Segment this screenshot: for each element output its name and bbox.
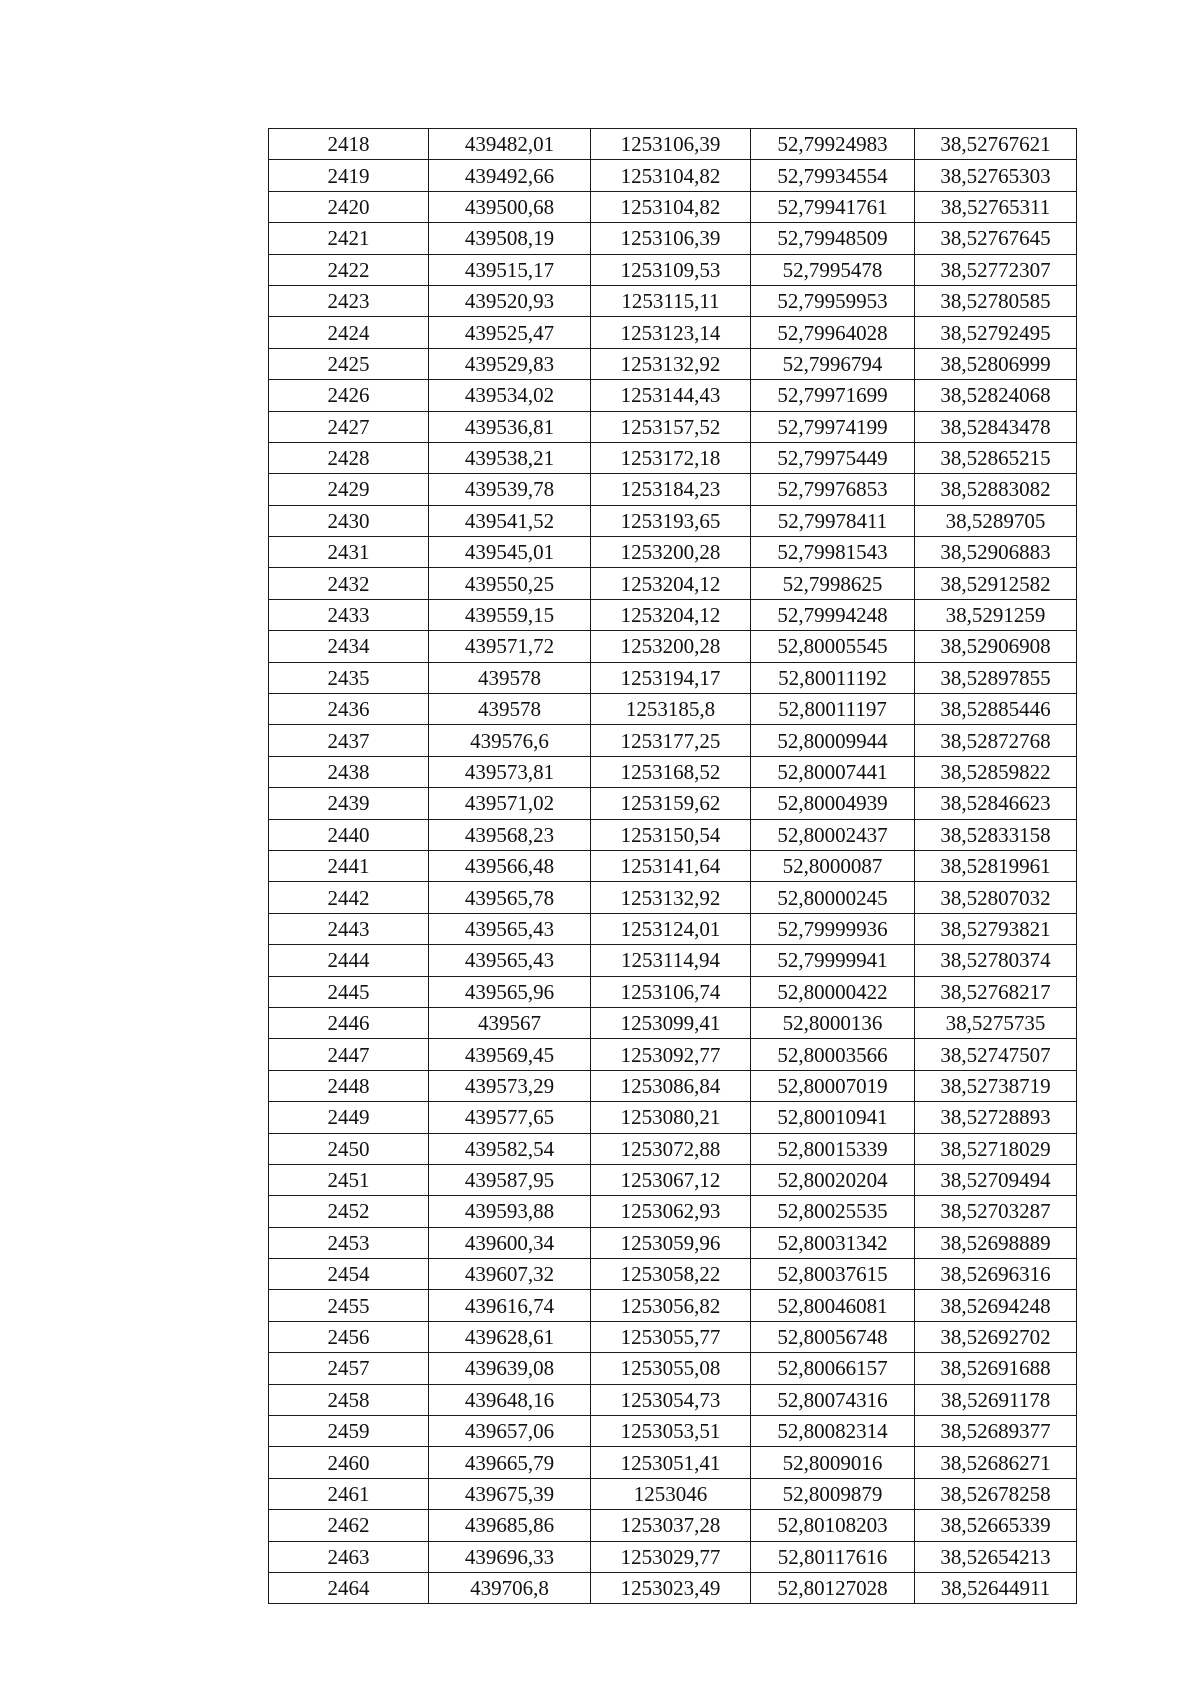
table-row [269,411,1077,442]
x-coordinate-cell: 439538,21 [429,442,591,473]
table-row [269,317,1077,348]
y-coordinate-cell: 1253168,52 [591,756,751,787]
y-coordinate-cell: 1253204,12 [591,568,751,599]
point-number-cell: 2434 [269,631,429,662]
longitude-cell: 38,52678258 [915,1478,1077,1509]
table-row [269,1164,1077,1195]
table-row [269,1572,1077,1603]
x-coordinate-cell: 439571,72 [429,631,591,662]
x-coordinate-cell: 439566,48 [429,850,591,881]
y-coordinate-cell: 1253051,41 [591,1447,751,1478]
y-coordinate-cell: 1253055,08 [591,1353,751,1384]
point-number-cell: 2423 [269,285,429,316]
table-row [269,129,1077,160]
longitude-cell: 38,52698889 [915,1227,1077,1258]
longitude-cell: 38,52689377 [915,1416,1077,1447]
table-row [269,1133,1077,1164]
point-number-cell: 2460 [269,1447,429,1478]
coordinates-table-body [269,129,1077,1604]
latitude-cell: 52,80011192 [751,662,915,693]
y-coordinate-cell: 1253054,73 [591,1384,751,1415]
x-coordinate-cell: 439569,45 [429,1039,591,1070]
latitude-cell: 52,79999941 [751,945,915,976]
x-coordinate-cell: 439576,6 [429,725,591,756]
latitude-cell: 52,80082314 [751,1416,915,1447]
x-coordinate-cell: 439639,08 [429,1353,591,1384]
table-row [269,882,1077,913]
point-number-cell: 2463 [269,1541,429,1572]
latitude-cell: 52,80000422 [751,976,915,1007]
y-coordinate-cell: 1253056,82 [591,1290,751,1321]
longitude-cell: 38,52703287 [915,1196,1077,1227]
latitude-cell: 52,80003566 [751,1039,915,1070]
longitude-cell: 38,52765311 [915,191,1077,222]
latitude-cell: 52,80007019 [751,1070,915,1101]
latitude-cell: 52,80046081 [751,1290,915,1321]
longitude-cell: 38,52691178 [915,1384,1077,1415]
point-number-cell: 2445 [269,976,429,1007]
x-coordinate-cell: 439520,93 [429,285,591,316]
longitude-cell: 38,52819961 [915,850,1077,881]
point-number-cell: 2419 [269,160,429,191]
latitude-cell: 52,79924983 [751,129,915,160]
point-number-cell: 2452 [269,1196,429,1227]
x-coordinate-cell: 439573,29 [429,1070,591,1101]
x-coordinate-cell: 439568,23 [429,819,591,850]
y-coordinate-cell: 1253132,92 [591,882,751,913]
table-row [269,254,1077,285]
latitude-cell: 52,79976853 [751,474,915,505]
longitude-cell: 38,5289705 [915,505,1077,536]
point-number-cell: 2431 [269,537,429,568]
y-coordinate-cell: 1253204,12 [591,599,751,630]
table-row [269,474,1077,505]
longitude-cell: 38,52806999 [915,348,1077,379]
longitude-cell: 38,52843478 [915,411,1077,442]
longitude-cell: 38,52906908 [915,631,1077,662]
x-coordinate-cell: 439545,01 [429,537,591,568]
longitude-cell: 38,5275735 [915,1007,1077,1038]
point-number-cell: 2440 [269,819,429,850]
longitude-cell: 38,52654213 [915,1541,1077,1572]
latitude-cell: 52,8009016 [751,1447,915,1478]
table-row [269,223,1077,254]
longitude-cell: 38,52767645 [915,223,1077,254]
point-number-cell: 2439 [269,788,429,819]
point-number-cell: 2462 [269,1510,429,1541]
x-coordinate-cell: 439529,83 [429,348,591,379]
longitude-cell: 38,52696316 [915,1259,1077,1290]
y-coordinate-cell: 1253099,41 [591,1007,751,1038]
point-number-cell: 2430 [269,505,429,536]
x-coordinate-cell: 439706,8 [429,1572,591,1603]
table-row [269,850,1077,881]
longitude-cell: 38,52780585 [915,285,1077,316]
point-number-cell: 2420 [269,191,429,222]
y-coordinate-cell: 1253132,92 [591,348,751,379]
latitude-cell: 52,80117616 [751,1541,915,1572]
latitude-cell: 52,80074316 [751,1384,915,1415]
table-row [269,1353,1077,1384]
latitude-cell: 52,80020204 [751,1164,915,1195]
y-coordinate-cell: 1253062,93 [591,1196,751,1227]
point-number-cell: 2451 [269,1164,429,1195]
table-row [269,1259,1077,1290]
x-coordinate-cell: 439600,34 [429,1227,591,1258]
latitude-cell: 52,79981543 [751,537,915,568]
y-coordinate-cell: 1253200,28 [591,631,751,662]
y-coordinate-cell: 1253157,52 [591,411,751,442]
table-row [269,945,1077,976]
y-coordinate-cell: 1253037,28 [591,1510,751,1541]
table-row [269,537,1077,568]
longitude-cell: 38,52709494 [915,1164,1077,1195]
longitude-cell: 38,52824068 [915,380,1077,411]
latitude-cell: 52,80002437 [751,819,915,850]
table-row [269,819,1077,850]
longitude-cell: 38,52767621 [915,129,1077,160]
y-coordinate-cell: 1253092,77 [591,1039,751,1070]
y-coordinate-cell: 1253086,84 [591,1070,751,1101]
latitude-cell: 52,80015339 [751,1133,915,1164]
table-row [269,1541,1077,1572]
x-coordinate-cell: 439565,43 [429,945,591,976]
table-row [269,348,1077,379]
x-coordinate-cell: 439573,81 [429,756,591,787]
y-coordinate-cell: 1253106,74 [591,976,751,1007]
latitude-cell: 52,79978411 [751,505,915,536]
latitude-cell: 52,7995478 [751,254,915,285]
longitude-cell: 38,52833158 [915,819,1077,850]
latitude-cell: 52,80009944 [751,725,915,756]
y-coordinate-cell: 1253046 [591,1478,751,1509]
latitude-cell: 52,80004939 [751,788,915,819]
y-coordinate-cell: 1253124,01 [591,913,751,944]
table-row [269,662,1077,693]
point-number-cell: 2421 [269,223,429,254]
x-coordinate-cell: 439628,61 [429,1321,591,1352]
table-row [269,1227,1077,1258]
latitude-cell: 52,80066157 [751,1353,915,1384]
y-coordinate-cell: 1253072,88 [591,1133,751,1164]
latitude-cell: 52,80108203 [751,1510,915,1541]
point-number-cell: 2441 [269,850,429,881]
x-coordinate-cell: 439578 [429,662,591,693]
x-coordinate-cell: 439665,79 [429,1447,591,1478]
point-number-cell: 2459 [269,1416,429,1447]
y-coordinate-cell: 1253053,51 [591,1416,751,1447]
table-row [269,694,1077,725]
longitude-cell: 38,52906883 [915,537,1077,568]
y-coordinate-cell: 1253080,21 [591,1102,751,1133]
y-coordinate-cell: 1253193,65 [591,505,751,536]
table-row [269,568,1077,599]
latitude-cell: 52,7996794 [751,348,915,379]
latitude-cell: 52,80007441 [751,756,915,787]
x-coordinate-cell: 439508,19 [429,223,591,254]
longitude-cell: 38,52865215 [915,442,1077,473]
longitude-cell: 38,52883082 [915,474,1077,505]
y-coordinate-cell: 1253055,77 [591,1321,751,1352]
table-row [269,1196,1077,1227]
y-coordinate-cell: 1253185,8 [591,694,751,725]
table-row [269,380,1077,411]
point-number-cell: 2425 [269,348,429,379]
table-row [269,1007,1077,1038]
longitude-cell: 38,52768217 [915,976,1077,1007]
longitude-cell: 38,52665339 [915,1510,1077,1541]
x-coordinate-cell: 439492,66 [429,160,591,191]
table-row [269,1384,1077,1415]
point-number-cell: 2458 [269,1384,429,1415]
latitude-cell: 52,80010941 [751,1102,915,1133]
table-row [269,631,1077,662]
y-coordinate-cell: 1253029,77 [591,1541,751,1572]
point-number-cell: 2444 [269,945,429,976]
table-row [269,976,1077,1007]
table-row [269,1416,1077,1447]
table-row [269,1447,1077,1478]
y-coordinate-cell: 1253194,17 [591,662,751,693]
point-number-cell: 2427 [269,411,429,442]
table-row [269,788,1077,819]
y-coordinate-cell: 1253023,49 [591,1572,751,1603]
longitude-cell: 38,52738719 [915,1070,1077,1101]
point-number-cell: 2424 [269,317,429,348]
point-number-cell: 2418 [269,129,429,160]
latitude-cell: 52,79994248 [751,599,915,630]
x-coordinate-cell: 439536,81 [429,411,591,442]
longitude-cell: 38,52765303 [915,160,1077,191]
longitude-cell: 38,52747507 [915,1039,1077,1070]
x-coordinate-cell: 439565,96 [429,976,591,1007]
longitude-cell: 38,52718029 [915,1133,1077,1164]
y-coordinate-cell: 1253200,28 [591,537,751,568]
x-coordinate-cell: 439567 [429,1007,591,1038]
x-coordinate-cell: 439685,86 [429,1510,591,1541]
longitude-cell: 38,52912582 [915,568,1077,599]
x-coordinate-cell: 439550,25 [429,568,591,599]
point-number-cell: 2448 [269,1070,429,1101]
point-number-cell: 2442 [269,882,429,913]
latitude-cell: 52,80056748 [751,1321,915,1352]
latitude-cell: 52,79974199 [751,411,915,442]
y-coordinate-cell: 1253109,53 [591,254,751,285]
longitude-cell: 38,52686271 [915,1447,1077,1478]
point-number-cell: 2438 [269,756,429,787]
latitude-cell: 52,79959953 [751,285,915,316]
table-row [269,599,1077,630]
longitude-cell: 38,52885446 [915,694,1077,725]
longitude-cell: 38,52692702 [915,1321,1077,1352]
table-row [269,191,1077,222]
latitude-cell: 52,8000087 [751,850,915,881]
x-coordinate-cell: 439500,68 [429,191,591,222]
y-coordinate-cell: 1253150,54 [591,819,751,850]
latitude-cell: 52,80005545 [751,631,915,662]
x-coordinate-cell: 439539,78 [429,474,591,505]
point-number-cell: 2455 [269,1290,429,1321]
table-row [269,1321,1077,1352]
point-number-cell: 2432 [269,568,429,599]
y-coordinate-cell: 1253114,94 [591,945,751,976]
longitude-cell: 38,52897855 [915,662,1077,693]
x-coordinate-cell: 439696,33 [429,1541,591,1572]
table-row [269,1070,1077,1101]
point-number-cell: 2457 [269,1353,429,1384]
point-number-cell: 2449 [269,1102,429,1133]
point-number-cell: 2456 [269,1321,429,1352]
table-row [269,1039,1077,1070]
longitude-cell: 38,5291259 [915,599,1077,630]
longitude-cell: 38,52846623 [915,788,1077,819]
point-number-cell: 2464 [269,1572,429,1603]
point-number-cell: 2461 [269,1478,429,1509]
table-row [269,913,1077,944]
latitude-cell: 52,80031342 [751,1227,915,1258]
table-row [269,285,1077,316]
table-row [269,505,1077,536]
x-coordinate-cell: 439582,54 [429,1133,591,1164]
x-coordinate-cell: 439616,74 [429,1290,591,1321]
latitude-cell: 52,79934554 [751,160,915,191]
coordinates-table [268,128,1077,1604]
table-row [269,725,1077,756]
latitude-cell: 52,79971699 [751,380,915,411]
point-number-cell: 2422 [269,254,429,285]
point-number-cell: 2429 [269,474,429,505]
x-coordinate-cell: 439607,32 [429,1259,591,1290]
x-coordinate-cell: 439578 [429,694,591,725]
longitude-cell: 38,52691688 [915,1353,1077,1384]
x-coordinate-cell: 439593,88 [429,1196,591,1227]
table-row [269,160,1077,191]
y-coordinate-cell: 1253144,43 [591,380,751,411]
longitude-cell: 38,52859822 [915,756,1077,787]
point-number-cell: 2450 [269,1133,429,1164]
y-coordinate-cell: 1253123,14 [591,317,751,348]
y-coordinate-cell: 1253067,12 [591,1164,751,1195]
table-row [269,1510,1077,1541]
latitude-cell: 52,79975449 [751,442,915,473]
x-coordinate-cell: 439587,95 [429,1164,591,1195]
y-coordinate-cell: 1253106,39 [591,129,751,160]
latitude-cell: 52,80011197 [751,694,915,725]
latitude-cell: 52,79999936 [751,913,915,944]
x-coordinate-cell: 439515,17 [429,254,591,285]
latitude-cell: 52,79964028 [751,317,915,348]
latitude-cell: 52,7998625 [751,568,915,599]
y-coordinate-cell: 1253172,18 [591,442,751,473]
longitude-cell: 38,52772307 [915,254,1077,285]
y-coordinate-cell: 1253159,62 [591,788,751,819]
table-row [269,442,1077,473]
y-coordinate-cell: 1253141,64 [591,850,751,881]
point-number-cell: 2426 [269,380,429,411]
y-coordinate-cell: 1253115,11 [591,285,751,316]
y-coordinate-cell: 1253104,82 [591,160,751,191]
x-coordinate-cell: 439675,39 [429,1478,591,1509]
longitude-cell: 38,52694248 [915,1290,1077,1321]
y-coordinate-cell: 1253106,39 [591,223,751,254]
longitude-cell: 38,52807032 [915,882,1077,913]
y-coordinate-cell: 1253184,23 [591,474,751,505]
x-coordinate-cell: 439541,52 [429,505,591,536]
longitude-cell: 38,52644911 [915,1572,1077,1603]
x-coordinate-cell: 439482,01 [429,129,591,160]
table-row [269,1478,1077,1509]
x-coordinate-cell: 439565,78 [429,882,591,913]
latitude-cell: 52,79948509 [751,223,915,254]
point-number-cell: 2436 [269,694,429,725]
point-number-cell: 2437 [269,725,429,756]
point-number-cell: 2443 [269,913,429,944]
point-number-cell: 2447 [269,1039,429,1070]
point-number-cell: 2435 [269,662,429,693]
x-coordinate-cell: 439559,15 [429,599,591,630]
latitude-cell: 52,80025535 [751,1196,915,1227]
point-number-cell: 2428 [269,442,429,473]
latitude-cell: 52,80037615 [751,1259,915,1290]
y-coordinate-cell: 1253104,82 [591,191,751,222]
longitude-cell: 38,52780374 [915,945,1077,976]
latitude-cell: 52,80127028 [751,1572,915,1603]
longitude-cell: 38,52872768 [915,725,1077,756]
point-number-cell: 2433 [269,599,429,630]
y-coordinate-cell: 1253059,96 [591,1227,751,1258]
latitude-cell: 52,8009879 [751,1478,915,1509]
latitude-cell: 52,80000245 [751,882,915,913]
table-row [269,1290,1077,1321]
x-coordinate-cell: 439648,16 [429,1384,591,1415]
x-coordinate-cell: 439577,65 [429,1102,591,1133]
latitude-cell: 52,8000136 [751,1007,915,1038]
longitude-cell: 38,52792495 [915,317,1077,348]
table-row [269,1102,1077,1133]
point-number-cell: 2454 [269,1259,429,1290]
latitude-cell: 52,79941761 [751,191,915,222]
longitude-cell: 38,52793821 [915,913,1077,944]
y-coordinate-cell: 1253177,25 [591,725,751,756]
x-coordinate-cell: 439534,02 [429,380,591,411]
x-coordinate-cell: 439525,47 [429,317,591,348]
y-coordinate-cell: 1253058,22 [591,1259,751,1290]
x-coordinate-cell: 439565,43 [429,913,591,944]
x-coordinate-cell: 439571,02 [429,788,591,819]
point-number-cell: 2446 [269,1007,429,1038]
point-number-cell: 2453 [269,1227,429,1258]
x-coordinate-cell: 439657,06 [429,1416,591,1447]
longitude-cell: 38,52728893 [915,1102,1077,1133]
table-row [269,756,1077,787]
